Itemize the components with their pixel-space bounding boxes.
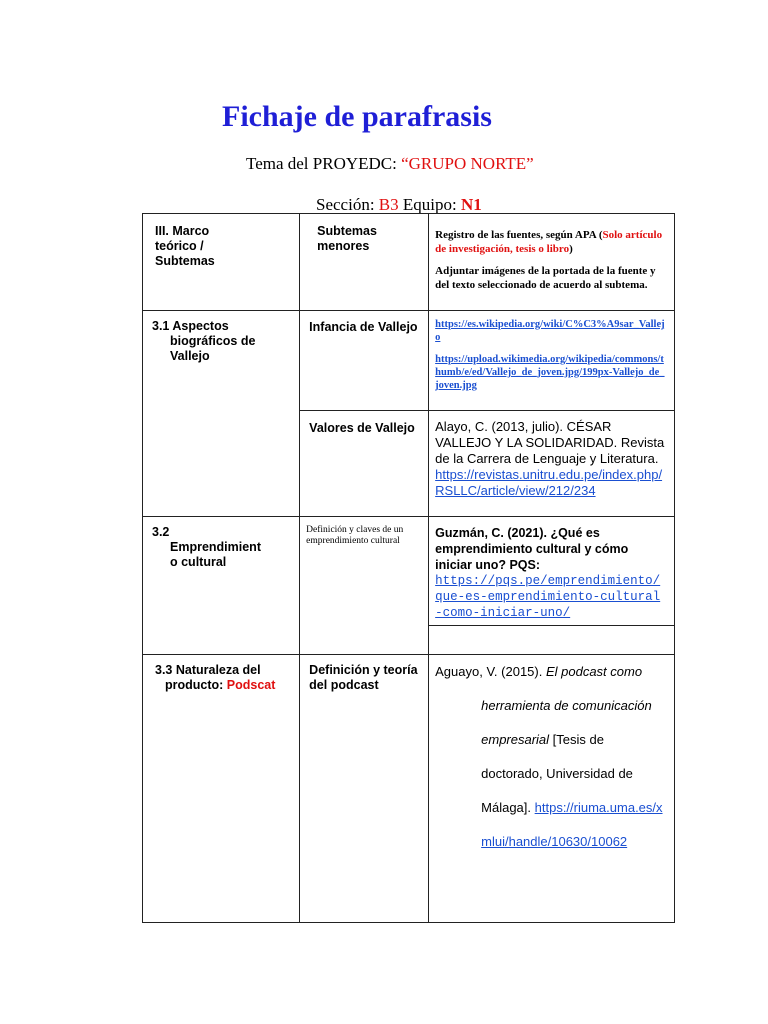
alayo-reference: Alayo, C. (2013, julio). CÉSAR VALLEJO Y LA SOLIDARIDAD. Revista de la Carrera de Lenguaje y Literatura.	[435, 419, 665, 466]
tema-value: “GRUPO NORTE”	[401, 154, 534, 173]
subtema-label: Emprendimiento cultural	[170, 540, 261, 569]
seccion-label: Sección:	[316, 195, 379, 214]
header-subtemas-menores	[300, 214, 429, 311]
seccion-line	[316, 195, 482, 215]
header-registro-text: Registro de las fuentes, según APA (Solo artículo de investigación, tesis o libro)	[435, 229, 663, 255]
header-col1-line1: III. Marco	[155, 224, 210, 238]
subtema-emprendimiento-cultural	[143, 517, 300, 655]
aguayo-title: El podcast como herramienta de comunicación empresarial	[481, 664, 652, 747]
header-marco-teorico	[143, 214, 300, 311]
fuentes-infancia	[429, 311, 675, 411]
menor-infancia: Infancia de Vallejo	[300, 311, 429, 411]
subtema-label: biográficos de Vallejo	[170, 334, 256, 363]
fichaje-table	[142, 213, 675, 923]
equipo-label: Equipo:	[398, 195, 461, 214]
table-header-row	[143, 214, 675, 311]
header-registro-fuentes	[429, 214, 675, 311]
riuma-link[interactable]: https://riuma.uma.es/xmlui/handle/10630/10062	[481, 800, 663, 849]
table-row	[143, 311, 675, 411]
header-col1-line2: teórico /	[155, 239, 204, 253]
header-col1-line3: Subtemas	[155, 254, 215, 268]
fuentes-podcast	[429, 655, 675, 923]
pqs-link[interactable]: https://pqs.pe/emprendimiento/que-es-emprendimiento-cultural-como-iniciar-uno/	[435, 574, 661, 620]
subtema-number: 3.3 Naturaleza del	[155, 663, 261, 677]
page-title: Fichaje de parafrasis	[222, 100, 492, 133]
header-col2-line2: menores	[317, 239, 370, 253]
tema-label: Tema del PROYEDC:	[246, 154, 402, 173]
menor-valores: Valores de Vallejo	[300, 411, 429, 517]
aguayo-author: Aguayo, V. (2015).	[435, 664, 546, 679]
guzman-reference: Guzmán, C. (2021). ¿Qué es emprendimiento cultural y cómo iniciar uno? PQS:	[435, 526, 629, 572]
subtema-naturaleza-producto	[143, 655, 300, 923]
podscat-text: Podscat	[226, 678, 276, 692]
subtema-number: 3.2	[152, 525, 170, 539]
revistas-unitru-link[interactable]: https://revistas.unitru.edu.pe/index.php/RSLLC/article/view/212/234	[435, 467, 663, 498]
wikimedia-link[interactable]: https://upload.wikimedia.org/wikipedia/commons/thumb/e/ed/Vallejo_de_joven.jpg/199px-Vallejo_de_joven.jpg	[435, 354, 665, 391]
tema-line	[246, 154, 534, 174]
subtema-aspectos-biograficos	[143, 311, 300, 517]
menor-definicion-emprendimiento: Definición y claves de un emprendimiento cultural	[300, 517, 429, 655]
equipo-value: N1	[460, 195, 482, 214]
wikipedia-link[interactable]: https://es.wikipedia.org/wiki/C%C3%A9sar_Vallejo	[435, 319, 665, 343]
subtema-label: producto: Podscat	[165, 678, 276, 692]
menor-definicion-podcast: Definición y teoría del podcast	[300, 655, 429, 923]
subtema-number: 3.1 Aspectos	[152, 319, 229, 333]
table-row	[143, 655, 675, 923]
header-col2-line1: Subtemas	[317, 224, 377, 238]
seccion-value: B3	[378, 195, 399, 214]
table-row	[143, 517, 675, 655]
header-adjuntar-text: Adjuntar imágenes de la portada de la fuente y del texto seleccionado de acuerdo al subtema.	[435, 265, 656, 291]
fuentes-emprendimiento	[429, 517, 675, 655]
aguayo-thesis: [Tesis de doctorado, Universidad de Málaga].	[481, 732, 633, 815]
fuentes-valores	[429, 411, 675, 517]
